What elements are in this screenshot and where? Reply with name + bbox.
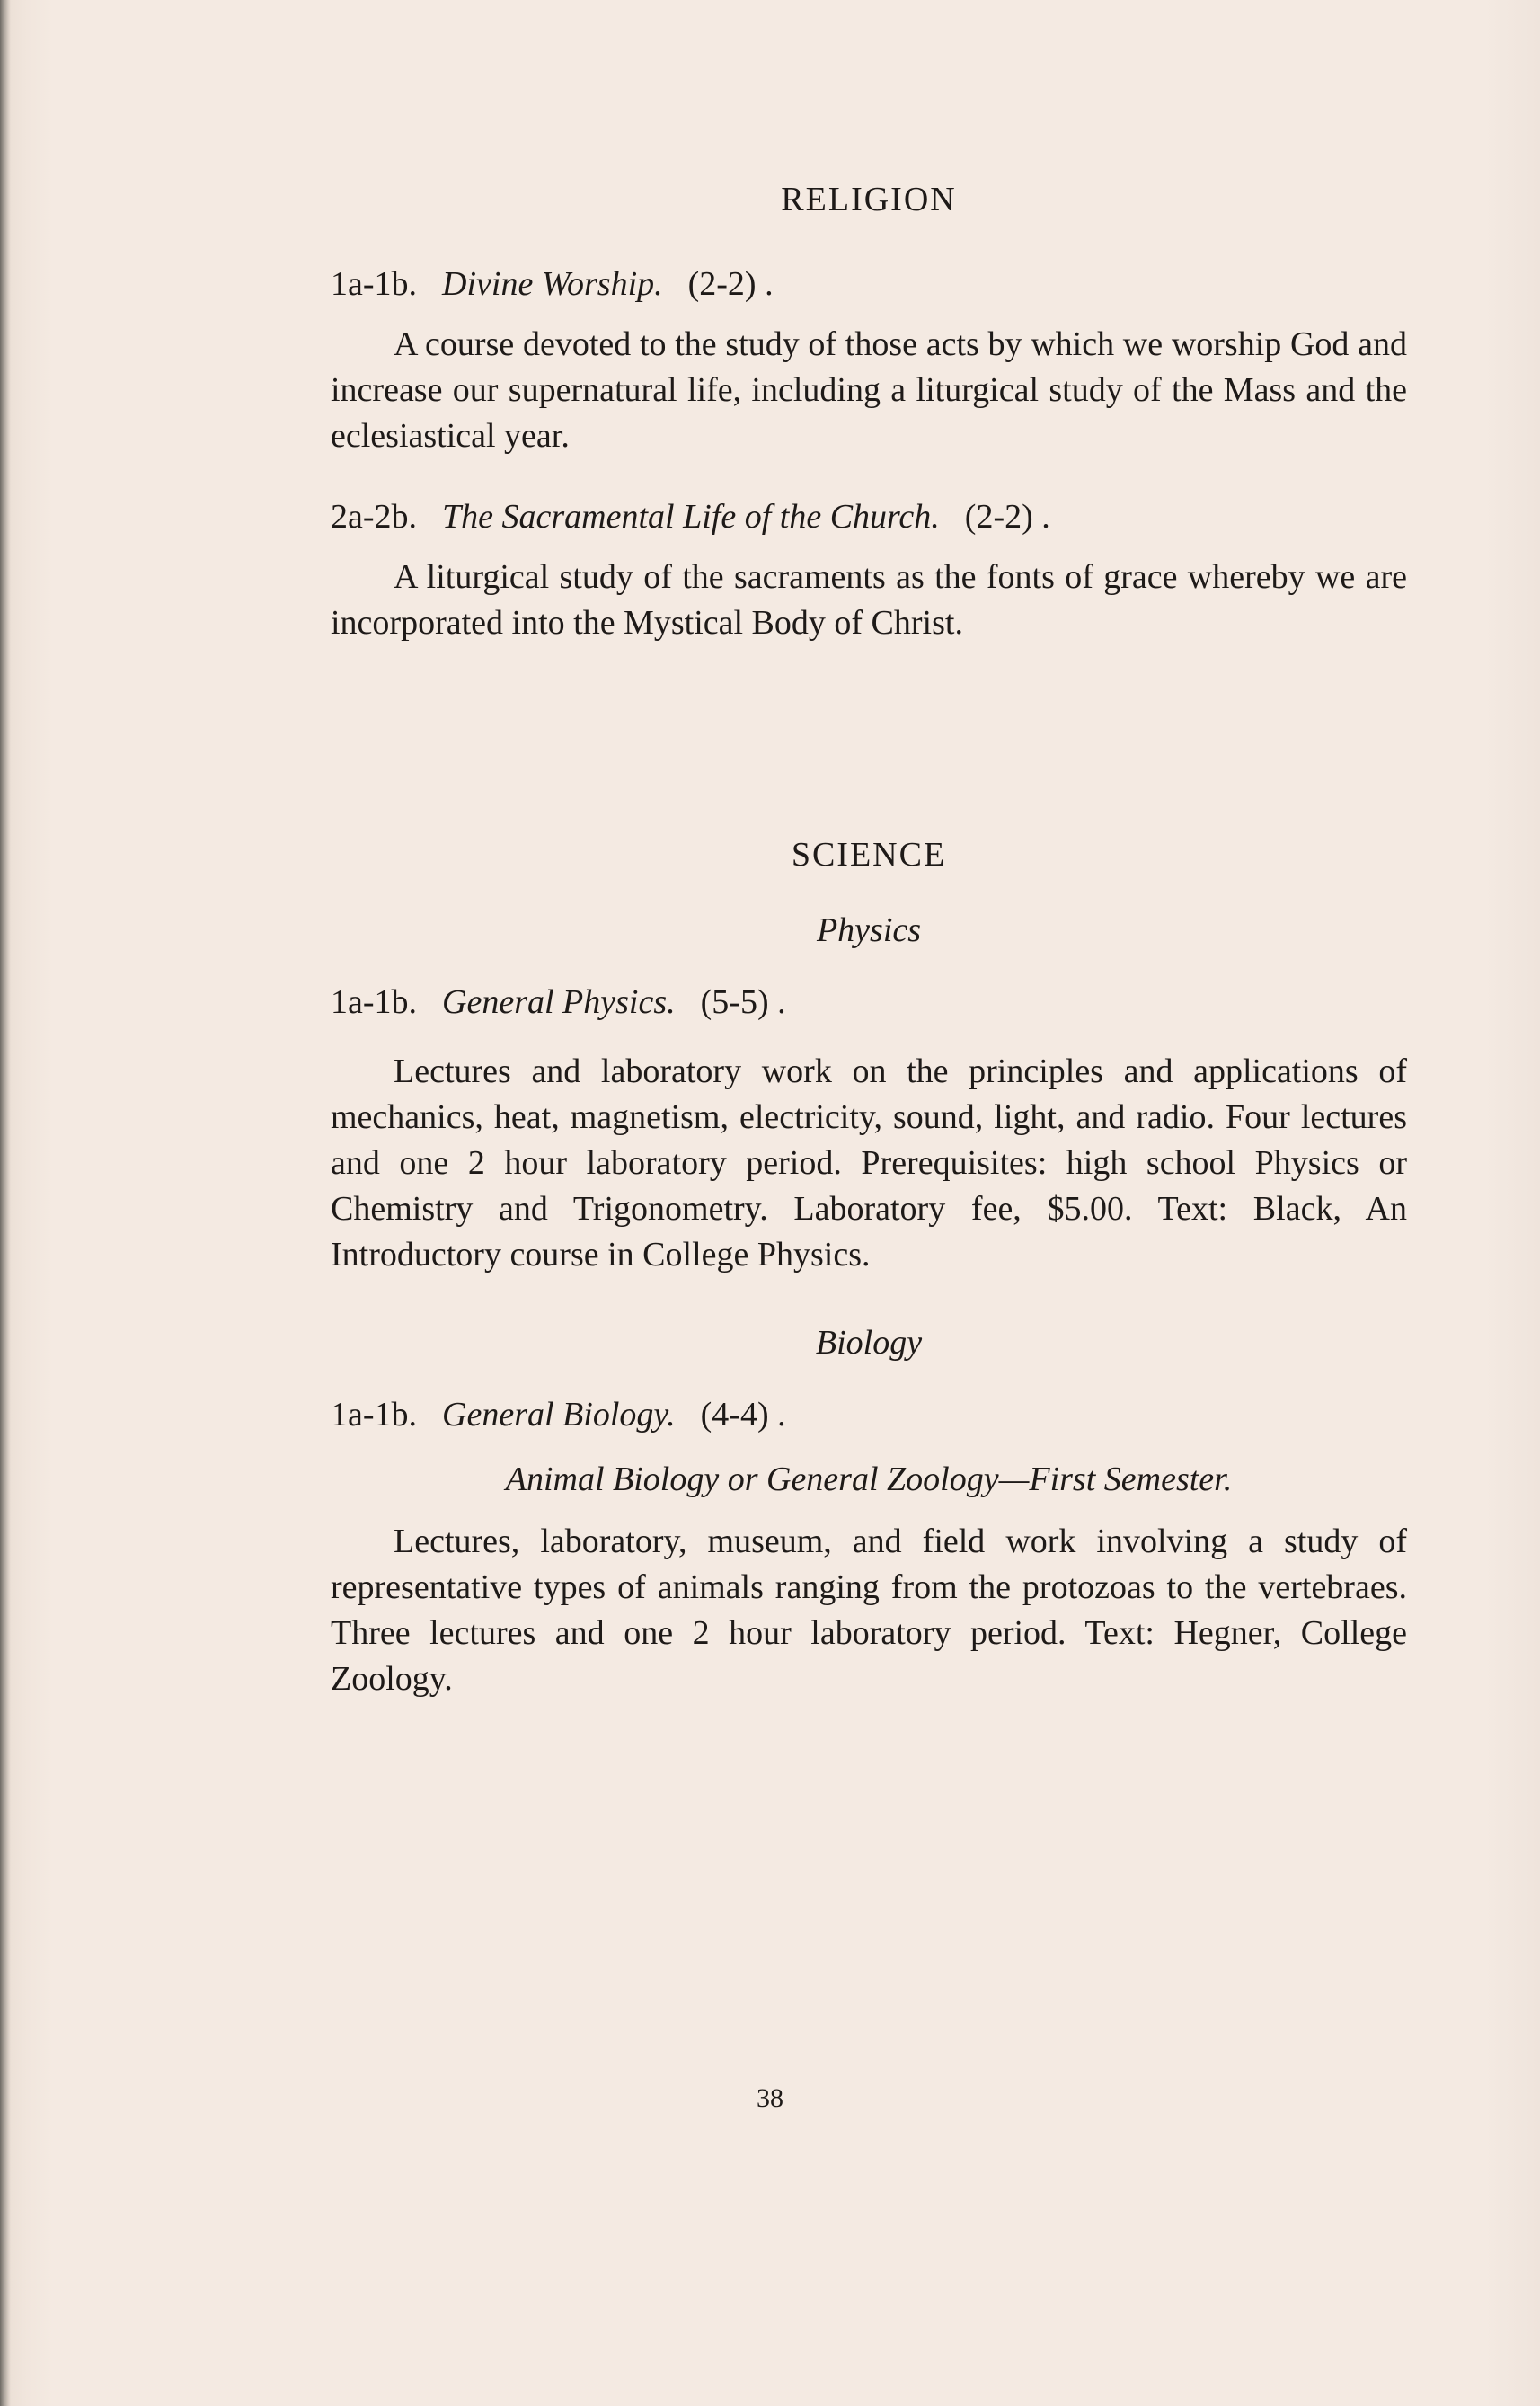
- course-heading: [331, 264, 1407, 304]
- course-credits: (5-5) .: [700, 983, 786, 1021]
- course-credits: (2-2) .: [964, 498, 1050, 536]
- course-code: 1a-1b.: [331, 983, 418, 1021]
- course-credits: (4-4) .: [700, 1396, 786, 1434]
- course-description: A course devoted to the study of those acts by which we worship God and increase our supernatural life, including a liturgical study of the Mass and the eclesiastical year.: [331, 325, 1407, 455]
- page-content: [331, 180, 1407, 1702]
- course-name: General Physics.: [442, 983, 676, 1021]
- course-description: A liturgical study of the sacraments as the fonts of grace whereby we are incorporated into the Mystical Body of Christ.: [331, 558, 1407, 642]
- course-code: 2a-2b.: [331, 498, 418, 536]
- course-description: Lectures and laboratory work on the principles and applications of mechanics, heat, magnetism, electricity, sound, light, and radio. Four lectures and one 2 hour laboratory period. Prerequisites: high school Physics or Chemistry and Trigonometry. Laboratory fee, $5.00. Text: Black, An Introductory course in College Physics.: [331, 1052, 1407, 1274]
- course-heading: [331, 982, 1407, 1022]
- page-number: 38: [757, 2083, 783, 2113]
- course-name: Divine Worship.: [442, 265, 663, 303]
- section-title-science: SCIENCE: [791, 836, 947, 874]
- subsection-title-biology: Biology: [815, 1324, 923, 1362]
- course-name: The Sacramental Life of the Church.: [442, 498, 940, 536]
- course-code: 1a-1b.: [331, 1396, 418, 1434]
- section-title-religion: RELIGION: [781, 181, 957, 218]
- course-description: Lectures, laboratory, museum, and field work involving a study of representative types of animals ranging from the protozoas to the vertebraes. Three lectures and one 2 hour laboratory period. Text: Hegner, College Zoology.: [331, 1523, 1407, 1698]
- course-heading: [331, 1395, 1407, 1434]
- course-variant: Animal Biology or General Zoology—First Semester.: [505, 1460, 1233, 1498]
- course-credits: (2-2) .: [687, 265, 774, 303]
- subsection-title-physics: Physics: [816, 911, 922, 949]
- course-name: General Biology.: [442, 1396, 676, 1434]
- course-code: 1a-1b.: [331, 265, 418, 303]
- binding-edge: [0, 0, 11, 2406]
- course-heading: [331, 497, 1407, 537]
